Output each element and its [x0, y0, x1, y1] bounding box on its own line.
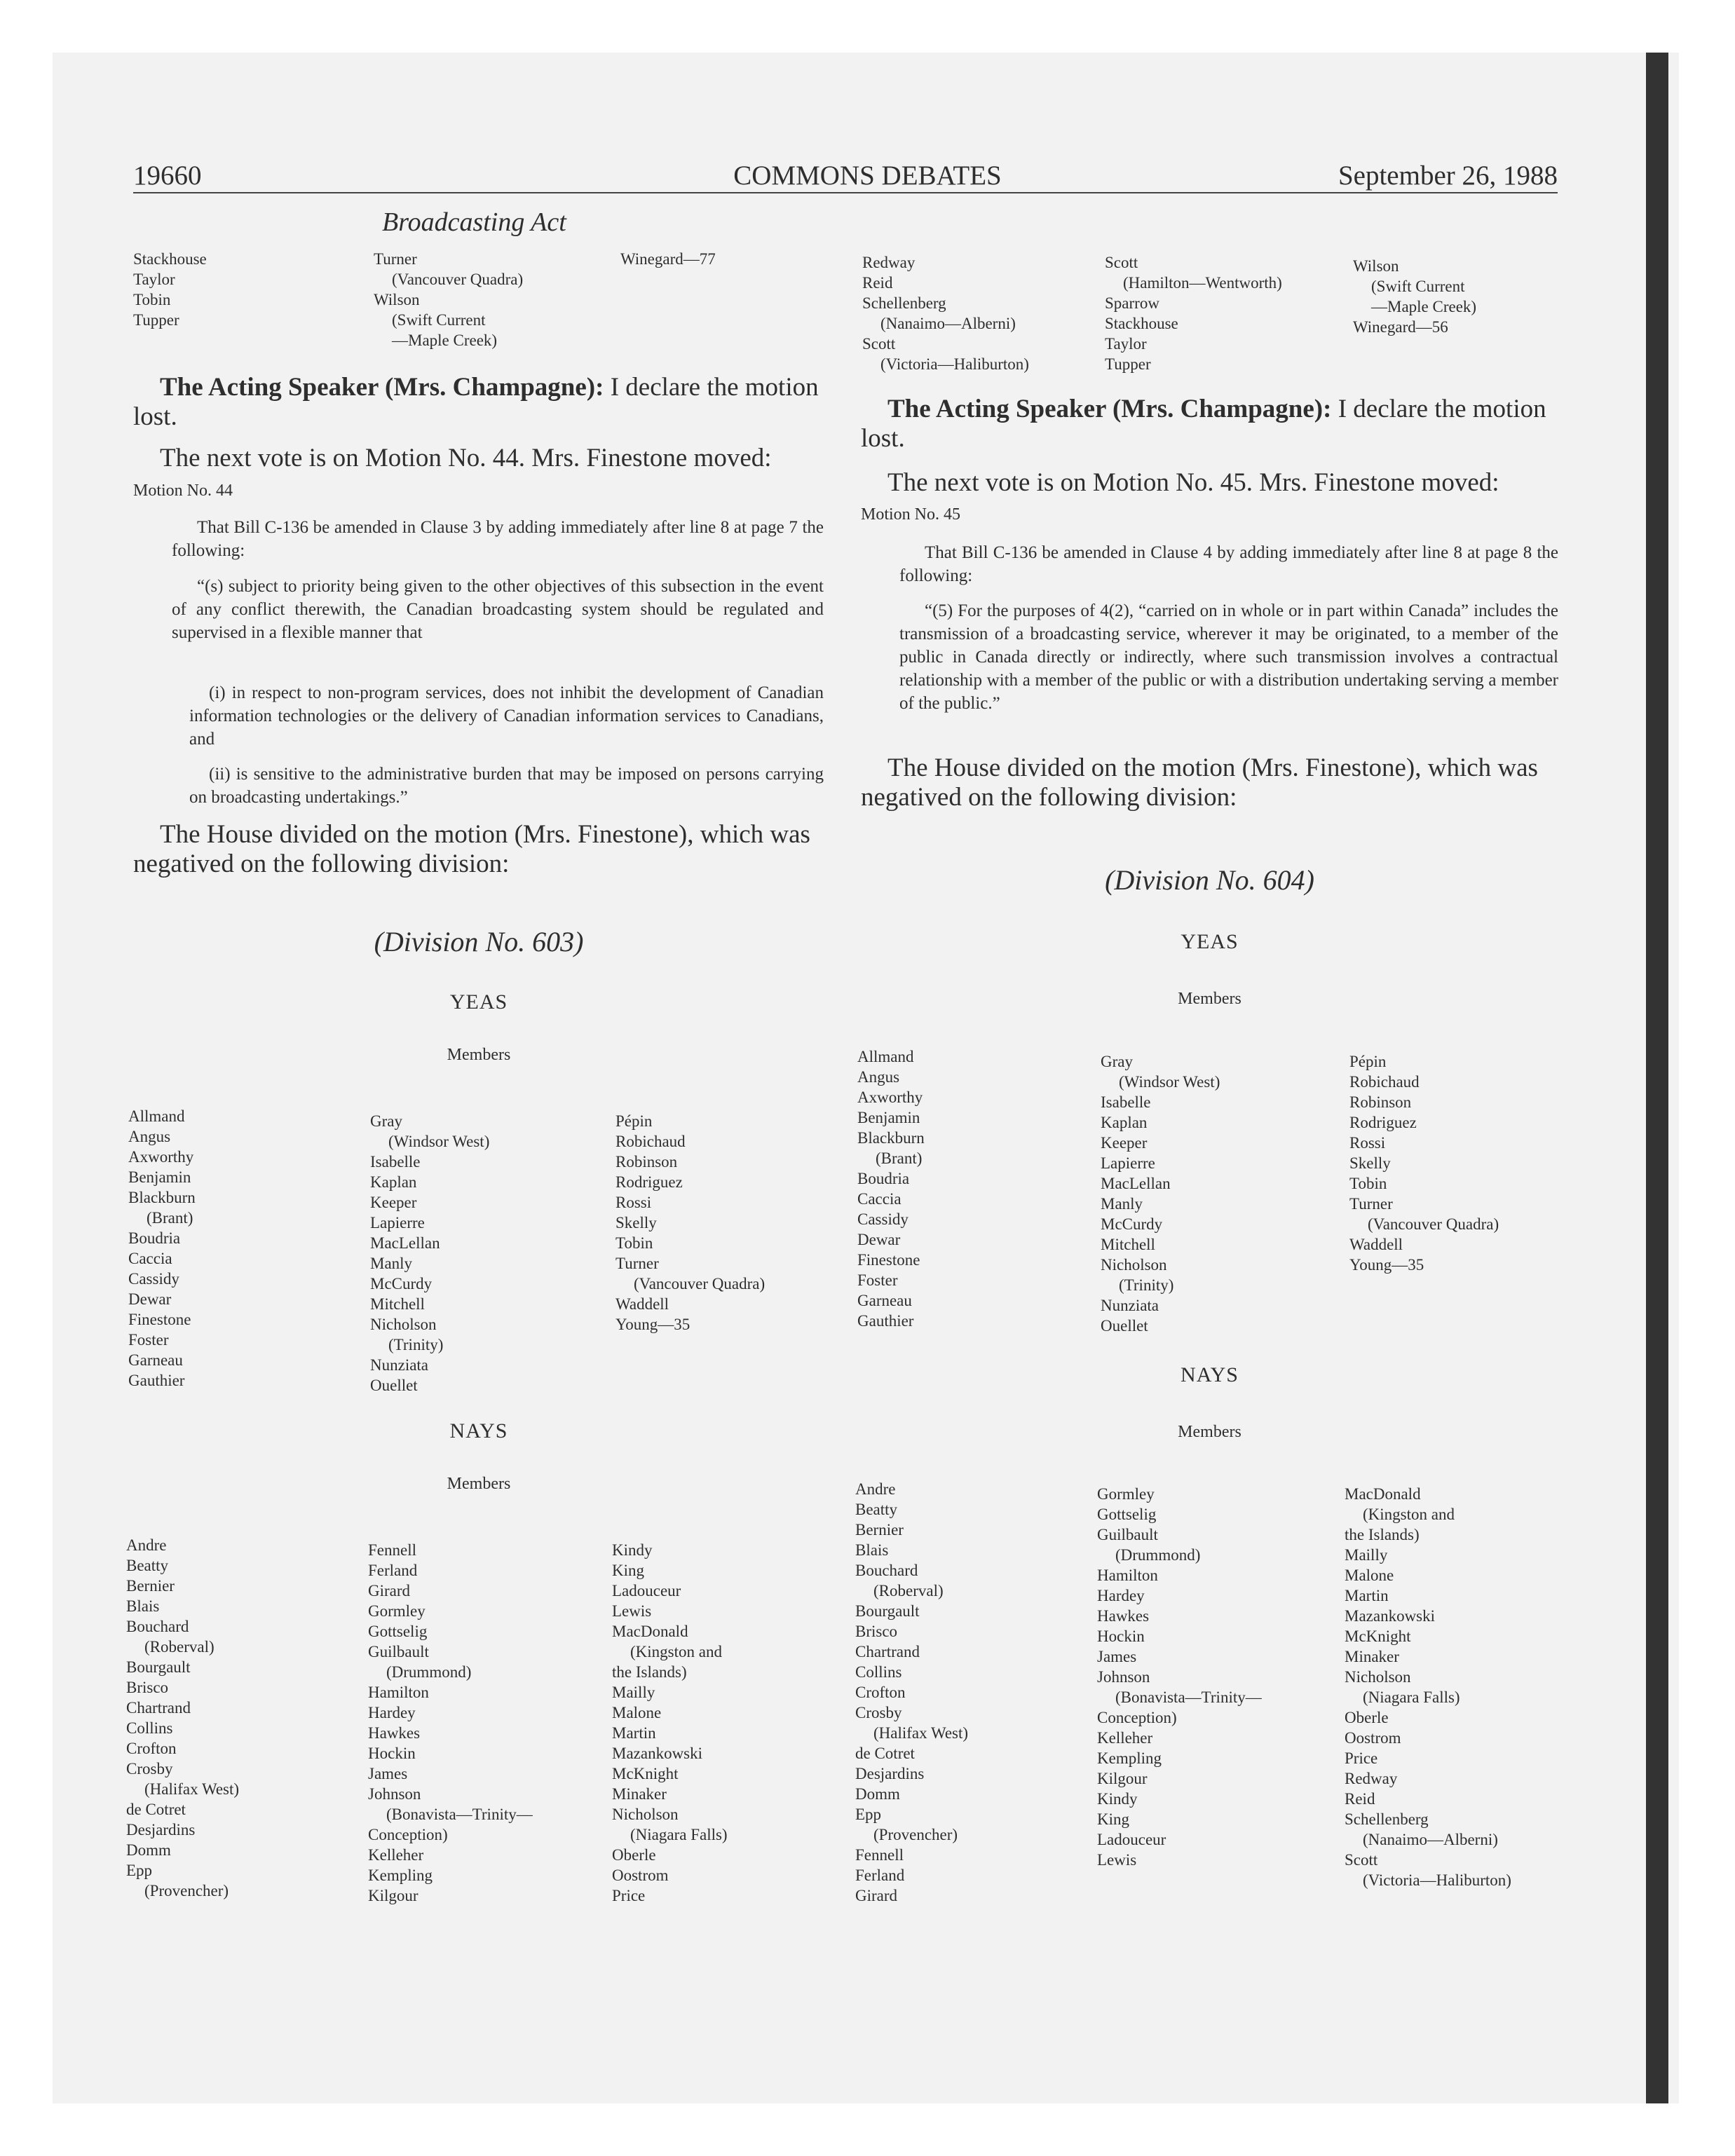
- member-name: Nicholson: [370, 1316, 437, 1333]
- member-name: Blackburn: [857, 1129, 925, 1147]
- member-name: Price: [612, 1887, 646, 1904]
- member-name: Bernier: [126, 1577, 175, 1595]
- member-name: Tupper: [133, 311, 179, 329]
- right-yeas-members: Members: [1178, 990, 1241, 1008]
- member-name: Caccia: [128, 1250, 172, 1267]
- member-name: Cassidy: [128, 1270, 179, 1288]
- member-name: Girard: [368, 1582, 411, 1599]
- member-name: Scott: [1345, 1851, 1378, 1869]
- member-name: Gauthier: [128, 1372, 185, 1389]
- member-name: Conception): [1097, 1709, 1177, 1726]
- member-name: (Nanaimo—Alberni): [880, 315, 1016, 332]
- left-division-title: (Division No. 603): [374, 926, 584, 957]
- member-name: (Trinity): [1119, 1276, 1174, 1294]
- member-name: Brisco: [855, 1623, 898, 1640]
- page-number: 19660: [133, 161, 202, 191]
- member-name: Ouellet: [370, 1377, 418, 1394]
- member-name: Andre: [855, 1480, 896, 1498]
- member-name: Chartrand: [126, 1699, 191, 1717]
- member-name: Hawkes: [368, 1724, 421, 1742]
- member-name: Gray: [370, 1112, 402, 1130]
- member-name: (Bonavista—Trinity—: [1115, 1688, 1262, 1706]
- member-name: King: [1097, 1810, 1129, 1828]
- member-name: Bernier: [855, 1521, 904, 1538]
- member-name: Ladouceur: [1097, 1831, 1166, 1848]
- member-name: (Victoria—Haliburton): [1363, 1871, 1511, 1889]
- left-motion-s: “(s) subject to priority being given to the other objectives of this subsection in the event of any conflict therewith, the Canadian broadcasting system should be regulated and supervised in a flexible manner that: [172, 577, 824, 642]
- member-name: James: [1097, 1648, 1137, 1665]
- member-name: Gray: [1101, 1053, 1133, 1070]
- member-name: Mazankowski: [1345, 1607, 1436, 1625]
- member-name: Mailly: [1345, 1546, 1388, 1564]
- member-name: Foster: [128, 1331, 169, 1349]
- member-name: Nunziata: [1101, 1297, 1159, 1314]
- member-name: Lapierre: [370, 1214, 425, 1231]
- member-name: Domm: [855, 1785, 900, 1803]
- left-nays-col2: [368, 1540, 533, 1906]
- member-name: Fennell: [368, 1541, 416, 1559]
- member-name: Angus: [857, 1068, 900, 1086]
- member-name: McKnight: [1345, 1628, 1411, 1645]
- member-name: Garneau: [857, 1292, 912, 1309]
- member-name: Malone: [612, 1704, 662, 1721]
- member-name: Finestone: [857, 1251, 920, 1269]
- member-name: Isabelle: [370, 1153, 421, 1171]
- member-name: Taylor: [133, 271, 175, 288]
- member-name: (Kingston and: [630, 1643, 722, 1660]
- member-name: Crofton: [855, 1684, 906, 1701]
- member-name: Keeper: [1101, 1134, 1148, 1152]
- member-name: Kempling: [368, 1867, 433, 1884]
- member-name: (Roberval): [873, 1582, 944, 1599]
- member-name: Mitchell: [370, 1295, 425, 1313]
- member-name: King: [612, 1562, 644, 1579]
- member-name: Oberle: [1345, 1709, 1389, 1726]
- right-nays-heading: NAYS: [1181, 1363, 1239, 1386]
- member-name: Ferland: [855, 1867, 905, 1884]
- member-name: Gottselig: [368, 1623, 428, 1640]
- member-name: Bourgault: [126, 1658, 191, 1676]
- member-name: Epp: [855, 1806, 882, 1823]
- member-name: Ladouceur: [612, 1582, 681, 1599]
- member-name: Martin: [612, 1724, 656, 1742]
- right-motion-label: Motion No. 45: [861, 505, 961, 524]
- member-name: Stackhouse: [133, 250, 207, 268]
- member-name: Collins: [855, 1663, 902, 1681]
- member-name: Desjardins: [855, 1765, 925, 1782]
- member-name: Mazankowski: [612, 1745, 703, 1762]
- left-house-divided: The House divided on the motion (Mrs. Finestone), which was negatived on the following division:: [133, 820, 810, 878]
- member-name: Hamilton: [1097, 1567, 1158, 1584]
- member-name: de Cotret: [855, 1745, 915, 1762]
- member-name: (Brant): [876, 1149, 923, 1167]
- member-name: Gormley: [368, 1602, 426, 1620]
- member-name: Epp: [126, 1862, 153, 1879]
- member-name: (Vancouver Quadra): [634, 1275, 766, 1292]
- member-name: MacDonald: [1345, 1485, 1421, 1503]
- member-name: Johnson: [368, 1785, 421, 1803]
- member-name: Gauthier: [857, 1312, 914, 1330]
- member-name: Boudria: [857, 1170, 910, 1187]
- member-name: Reid: [862, 274, 893, 292]
- member-name: (Swift Current: [1371, 278, 1465, 295]
- member-name: Robinson: [615, 1153, 678, 1171]
- left-speaker-text: I declare the motion lost.: [133, 373, 819, 431]
- member-name: Taylor: [1105, 335, 1147, 353]
- member-name: Lewis: [1097, 1851, 1137, 1869]
- member-name: (Bonavista—Trinity—: [386, 1806, 533, 1823]
- member-name: Crofton: [126, 1740, 177, 1757]
- member-name: Ouellet: [1101, 1317, 1148, 1335]
- member-name: Wilson: [1353, 257, 1399, 275]
- member-name: Robichaud: [1349, 1073, 1420, 1091]
- left-next-vote: The next vote is on Motion No. 44. Mrs. Finestone moved:: [160, 444, 772, 472]
- right-yeas-col2: [1101, 1051, 1220, 1336]
- right-speaker-text: I declare the motion lost.: [861, 395, 1546, 453]
- section-subtitle: Broadcasting Act: [382, 207, 566, 237]
- member-name: Robinson: [1349, 1093, 1412, 1111]
- left-yeas-heading: YEAS: [449, 990, 508, 1014]
- member-name: Stackhouse: [1105, 315, 1178, 332]
- left-carryover-col2: [374, 249, 523, 350]
- member-name: Girard: [855, 1887, 898, 1904]
- member-name: James: [368, 1765, 408, 1782]
- member-name: McKnight: [612, 1765, 679, 1782]
- right-nays-col2: [1097, 1484, 1262, 1870]
- right-speaker-name: The Acting Speaker (Mrs. Champagne):: [887, 395, 1332, 423]
- member-name: Nunziata: [370, 1356, 429, 1374]
- member-name: Kelleher: [368, 1846, 424, 1864]
- member-name: Allmand: [128, 1107, 185, 1125]
- member-name: Wilson: [374, 291, 420, 308]
- member-name: Kelleher: [1097, 1729, 1153, 1747]
- member-name: Hockin: [1097, 1628, 1145, 1645]
- member-name: Schellenberg: [862, 294, 946, 312]
- right-house-divided: The House divided on the motion (Mrs. Finestone), which was negatived on the following division:: [861, 753, 1538, 812]
- member-name: Foster: [857, 1271, 898, 1289]
- member-name: Rodriguez: [615, 1173, 683, 1191]
- member-name: Scott: [862, 335, 896, 353]
- member-name: (Windsor West): [388, 1133, 490, 1150]
- left-motion-i: (i) in respect to non-program services, does not inhibit the development of Canadian information technologies or the delivery of Canadian information services to Canadians, and: [189, 683, 824, 749]
- right-nays-col1: [855, 1479, 968, 1906]
- member-name: Mitchell: [1101, 1236, 1155, 1253]
- member-name: Pépin: [1349, 1053, 1387, 1070]
- member-name: (Windsor West): [1119, 1073, 1220, 1091]
- left-motion-ii: (ii) is sensitive to the administrative burden that may be imposed on persons carrying on broadcasting undertakings.”: [189, 765, 824, 807]
- header-rule: [133, 192, 1558, 193]
- member-name: Young—35: [1349, 1256, 1424, 1274]
- member-name: de Cotret: [126, 1801, 186, 1818]
- member-name: (Brant): [147, 1209, 193, 1227]
- member-name: (Drummond): [1115, 1546, 1201, 1564]
- member-name: Winegard—56: [1353, 318, 1448, 336]
- right-carryover-col2: [1105, 252, 1282, 374]
- member-name: Rossi: [1349, 1134, 1386, 1152]
- right-motion-5: “(5) For the purposes of 4(2), “carried on in whole or in part within Canada” includes the transmission of a broadcasting service, wherever it may be originated, to a member of the public in Canada directly or indirectly, where such transmission involves a contractual relationship with a member of the public or with a distribution undertaking serving a member of the public.”: [899, 601, 1558, 713]
- member-name: Nicholson: [1345, 1668, 1411, 1686]
- member-name: (Provencher): [873, 1826, 958, 1843]
- member-name: Manly: [370, 1255, 413, 1272]
- left-nays-members: Members: [447, 1475, 511, 1493]
- member-name: Hardey: [368, 1704, 416, 1721]
- publication-title: COMMONS DEBATES: [733, 161, 1002, 191]
- right-nays-col3: [1345, 1484, 1511, 1890]
- member-name: Manly: [1101, 1195, 1143, 1213]
- member-name: Mailly: [612, 1684, 655, 1701]
- member-name: Nicholson: [1101, 1256, 1167, 1274]
- member-name: McCurdy: [1101, 1215, 1163, 1233]
- member-name: Oostrom: [612, 1867, 669, 1884]
- member-name: (Drummond): [386, 1663, 472, 1681]
- member-name: Domm: [126, 1841, 171, 1859]
- member-name: Andre: [126, 1536, 167, 1554]
- member-name: Kaplan: [370, 1173, 417, 1191]
- member-name: Hardey: [1097, 1587, 1145, 1604]
- member-name: (Hamilton—Wentworth): [1123, 274, 1282, 292]
- left-speaker-paragraph: [133, 373, 824, 432]
- member-name: (Victoria—Haliburton): [880, 355, 1029, 373]
- member-name: Kempling: [1097, 1749, 1162, 1767]
- member-name: Boudria: [128, 1229, 181, 1247]
- member-name: MacDonald: [612, 1623, 688, 1640]
- member-name: Crosby: [126, 1760, 173, 1778]
- member-name: Hockin: [368, 1745, 416, 1762]
- member-name: Price: [1345, 1749, 1378, 1767]
- member-name: Bouchard: [855, 1562, 918, 1579]
- member-name: Hawkes: [1097, 1607, 1150, 1625]
- member-name: Turner: [615, 1255, 659, 1272]
- scan-edge: [1646, 53, 1668, 2103]
- member-name: Kaplan: [1101, 1114, 1148, 1131]
- right-speaker-paragraph: [861, 395, 1558, 453]
- member-name: Axworthy: [857, 1089, 923, 1106]
- member-name: Sparrow: [1105, 294, 1159, 312]
- left-nays-col3: [612, 1540, 728, 1906]
- member-name: Beatty: [855, 1501, 898, 1518]
- member-name: Crosby: [855, 1704, 902, 1721]
- left-yeas-members: Members: [447, 1046, 511, 1064]
- member-name: —Maple Creek): [1371, 298, 1477, 315]
- member-name: Blais: [126, 1597, 160, 1615]
- member-name: Caccia: [857, 1190, 901, 1208]
- member-name: Guilbault: [1097, 1526, 1158, 1543]
- left-nays-col1: [126, 1535, 239, 1901]
- left-carryover-col3: [620, 249, 716, 269]
- member-name: Chartrand: [855, 1643, 920, 1660]
- member-name: Kindy: [612, 1541, 653, 1559]
- member-name: Young—35: [615, 1316, 690, 1333]
- member-name: Oostrom: [1345, 1729, 1401, 1747]
- right-yeas-col3: [1349, 1051, 1499, 1275]
- member-name: (Roberval): [144, 1638, 215, 1656]
- member-name: Kindy: [1097, 1790, 1138, 1808]
- member-name: Kilgour: [368, 1887, 419, 1904]
- member-name: Tobin: [1349, 1175, 1387, 1192]
- member-name: Minaker: [612, 1785, 667, 1803]
- member-name: the Islands): [612, 1663, 687, 1681]
- member-name: (Trinity): [388, 1336, 444, 1353]
- member-name: MacLellan: [1101, 1175, 1171, 1192]
- left-motion-intro: That Bill C-136 be amended in Clause 3 by adding immediately after line 8 at page 7 the following:: [172, 518, 824, 560]
- member-name: Minaker: [1345, 1648, 1399, 1665]
- member-name: Cassidy: [857, 1210, 909, 1228]
- member-name: (Vancouver Quadra): [392, 271, 524, 288]
- member-name: Brisco: [126, 1679, 169, 1696]
- member-name: Malone: [1345, 1567, 1394, 1584]
- member-name: Allmand: [857, 1048, 914, 1065]
- member-name: Gormley: [1097, 1485, 1155, 1503]
- member-name: (Niagara Falls): [630, 1826, 728, 1843]
- member-name: Waddell: [1349, 1236, 1403, 1253]
- member-name: Angus: [128, 1128, 171, 1145]
- member-name: Tupper: [1105, 355, 1151, 373]
- right-next-vote: The next vote is on Motion No. 45. Mrs. Finestone moved:: [887, 468, 1499, 497]
- member-name: Robichaud: [615, 1133, 686, 1150]
- member-name: Guilbault: [368, 1643, 429, 1660]
- page-date: September 26, 1988: [1338, 161, 1558, 191]
- member-name: Dewar: [857, 1231, 901, 1248]
- member-name: Gottselig: [1097, 1506, 1157, 1523]
- member-name: (Kingston and: [1363, 1506, 1455, 1523]
- member-name: Turner: [1349, 1195, 1393, 1213]
- member-name: Rodriguez: [1349, 1114, 1417, 1131]
- member-name: Ferland: [368, 1562, 418, 1579]
- member-name: (Nanaimo—Alberni): [1363, 1831, 1498, 1848]
- member-name: Schellenberg: [1345, 1810, 1429, 1828]
- member-name: Oberle: [612, 1846, 656, 1864]
- member-name: Dewar: [128, 1290, 172, 1308]
- member-name: Turner: [374, 250, 417, 268]
- right-nays-members: Members: [1178, 1423, 1241, 1441]
- member-name: the Islands): [1345, 1526, 1420, 1543]
- member-name: Lapierre: [1101, 1154, 1155, 1172]
- member-name: Winegard—77: [620, 250, 716, 268]
- member-name: Redway: [1345, 1770, 1398, 1787]
- member-name: Tobin: [133, 291, 171, 308]
- member-name: Martin: [1345, 1587, 1389, 1604]
- right-yeas-heading: YEAS: [1181, 930, 1239, 953]
- right-division-title: (Division No. 604): [1105, 864, 1314, 896]
- left-nays-heading: NAYS: [449, 1419, 508, 1442]
- member-name: Blais: [855, 1541, 889, 1559]
- member-name: Fennell: [855, 1846, 904, 1864]
- member-name: Isabelle: [1101, 1093, 1151, 1111]
- member-name: Tobin: [615, 1234, 653, 1252]
- member-name: (Halifax West): [873, 1724, 969, 1742]
- left-yeas-col1: [128, 1106, 196, 1391]
- member-name: Finestone: [128, 1311, 191, 1328]
- right-carryover-col1: [862, 252, 1029, 374]
- right-yeas-col1: [857, 1046, 925, 1331]
- member-name: Reid: [1345, 1790, 1375, 1808]
- member-name: Beatty: [126, 1557, 169, 1574]
- member-name: Blackburn: [128, 1189, 196, 1206]
- member-name: McCurdy: [370, 1275, 433, 1292]
- member-name: Scott: [1105, 254, 1138, 271]
- member-name: Nicholson: [612, 1806, 679, 1823]
- right-motion-intro: That Bill C-136 be amended in Clause 4 by adding immediately after line 8 at page 8 the following:: [899, 543, 1558, 585]
- member-name: Waddell: [615, 1295, 669, 1313]
- member-name: Garneau: [128, 1351, 183, 1369]
- member-name: (Swift Current: [392, 311, 486, 329]
- member-name: Collins: [126, 1719, 173, 1737]
- right-carryover-col3: [1353, 256, 1476, 337]
- member-name: Kilgour: [1097, 1770, 1148, 1787]
- left-yeas-col3: [615, 1111, 765, 1335]
- member-name: (Provencher): [144, 1882, 229, 1899]
- member-name: Axworthy: [128, 1148, 194, 1166]
- member-name: Benjamin: [128, 1168, 191, 1186]
- left-motion-label: Motion No. 44: [133, 482, 233, 500]
- member-name: (Vancouver Quadra): [1368, 1215, 1499, 1233]
- member-name: Bouchard: [126, 1618, 189, 1635]
- member-name: —Maple Creek): [392, 332, 498, 349]
- member-name: Keeper: [370, 1194, 417, 1211]
- left-carryover-col1: [133, 249, 207, 330]
- member-name: Skelly: [615, 1214, 657, 1231]
- member-name: Hamilton: [368, 1684, 429, 1701]
- member-name: Pépin: [615, 1112, 653, 1130]
- member-name: Desjardins: [126, 1821, 196, 1838]
- member-name: Redway: [862, 254, 916, 271]
- member-name: MacLellan: [370, 1234, 440, 1252]
- member-name: Rossi: [615, 1194, 652, 1211]
- member-name: Lewis: [612, 1602, 652, 1620]
- member-name: Bourgault: [855, 1602, 920, 1620]
- member-name: (Niagara Falls): [1363, 1688, 1460, 1706]
- left-speaker-name: The Acting Speaker (Mrs. Champagne):: [160, 373, 604, 402]
- member-name: Skelly: [1349, 1154, 1391, 1172]
- member-name: Conception): [368, 1826, 448, 1843]
- member-name: Johnson: [1097, 1668, 1150, 1686]
- left-yeas-col2: [370, 1111, 489, 1396]
- member-name: (Halifax West): [144, 1780, 240, 1798]
- member-name: Benjamin: [857, 1109, 920, 1126]
